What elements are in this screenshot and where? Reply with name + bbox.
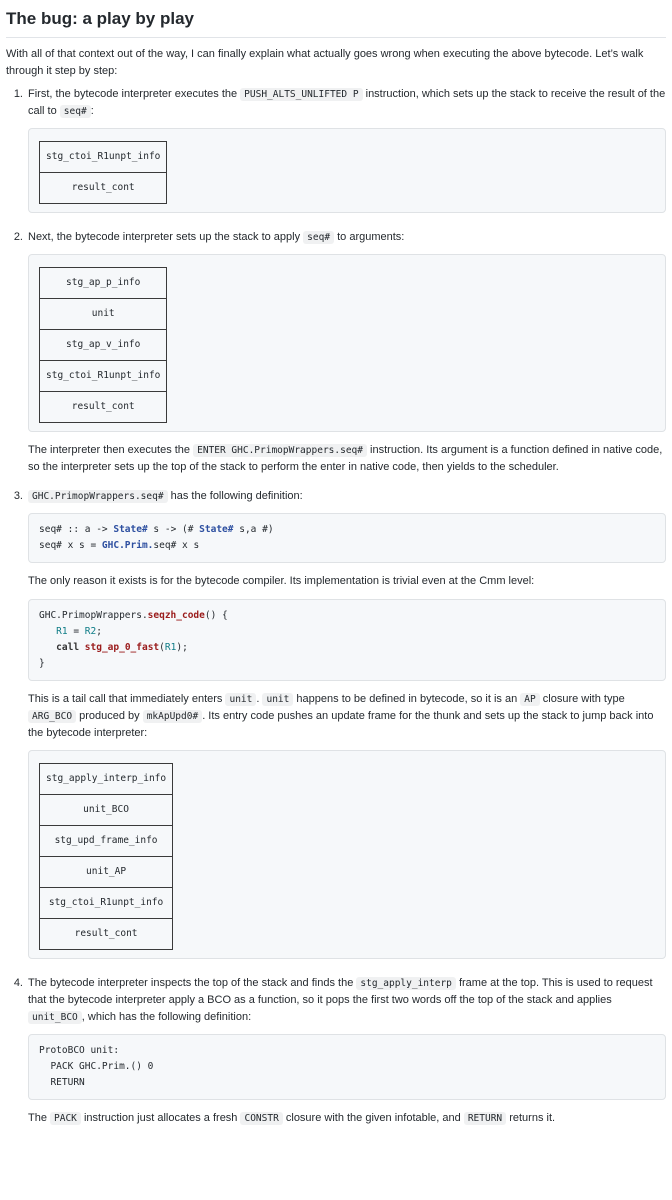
step-number: 4. <box>13 976 23 989</box>
list-item-step-1 <box>6 86 666 223</box>
stack-frame: result_cont <box>71 182 135 194</box>
list-item-step-3 <box>6 488 666 968</box>
stack-frame: stg_ctoi_R1unpt_info <box>40 361 166 392</box>
inline-code: GHC.PrimopWrappers.seq# <box>28 490 168 503</box>
stack-frame: result_cont <box>74 927 138 939</box>
stack-frame: stg_apply_interp_info <box>40 764 172 795</box>
step-4-text: The bytecode interpreter inspects the top of the stack and finds the stg_apply_interp frame at the top. This is used to request that the bytecode interpreter apply a BCO as a function, so it pops the first two words off the top of the stack and applies unit_BCO , which has the following definition: <box>28 976 653 1023</box>
inline-code: PUSH_ALTS_UNLIFTED P <box>240 88 362 101</box>
stack-frame: unit <box>40 299 166 330</box>
step-1-text: First, the bytecode interpreter executes the PUSH_ALTS_UNLIFTED P instruction, which sets up the stack to receive the result of the call to seq# : <box>28 88 666 118</box>
section-heading: The bug: a play by play <box>6 8 666 38</box>
stack <box>39 267 167 423</box>
stack-frame: stg_ap_v_info <box>40 330 166 361</box>
inline-code: PACK <box>50 1112 81 1125</box>
step-number: 1. <box>13 88 23 101</box>
step-number: 2. <box>13 231 23 244</box>
step-2-followup: The interpreter then executes the ENTER GHC.PrimopWrappers.seq# instruction. Its argument is a function defined in native code, so the interpreter sets up the top of the stack to perform the enter in native code, then yields to the scheduler. <box>28 444 663 474</box>
inline-code: seq# <box>303 231 334 244</box>
stack <box>39 763 173 950</box>
step-4-paragraph-2: The PACK instruction just allocates a fresh CONSTR closure with the given infotable, and RETURN returns it. <box>28 1111 556 1124</box>
intro-paragraph: With all of that context out of the way, I can finally explain what actually goes wrong when executing the above bytecode. Let’s walk through it step by step: <box>6 48 644 78</box>
list-item-step-4 <box>6 975 666 1133</box>
inline-code: ENTER GHC.PrimopWrappers.seq# <box>193 444 367 457</box>
inline-code: CONSTR <box>240 1112 282 1125</box>
inline-code: stg_apply_interp <box>356 977 456 990</box>
inline-code: mkApUpd0# <box>143 710 202 723</box>
stack-diagram-3 <box>28 750 666 959</box>
code-block-cmm: GHC.PrimopWrappers.seqzh_code() { R1 = R2; call stg_ap_0_fast(R1); } <box>28 599 666 681</box>
stack-frame: unit_AP <box>40 857 172 888</box>
inline-code: unit_BCO <box>28 1011 82 1024</box>
list-item-step-2 <box>6 229 666 482</box>
inline-code: ARG_BCO <box>28 710 76 723</box>
step-3-paragraph-3: This is a tail call that immediately enters unit . unit happens to be defined in bytecode, so it is an AP closure with type ARG_BCO produced by mkApUpd0# . Its entry code pushes an update frame for the thunk and sets up the stack to jump back into the bytecode interpreter: <box>28 692 654 739</box>
inline-code: unit <box>262 693 293 706</box>
step-2-text: Next, the bytecode interpreter sets up the stack to apply seq# to arguments: <box>28 231 405 244</box>
inline-code: RETURN <box>464 1112 506 1125</box>
inline-code: unit <box>225 693 256 706</box>
stack-frame: stg_ap_p_info <box>40 268 166 299</box>
stack-frame: stg_ctoi_R1unpt_info <box>40 888 172 919</box>
code-block-bco: ProtoBCO unit: PACK GHC.Prim.() 0 RETURN <box>28 1034 666 1100</box>
stack-frame: stg_ctoi_R1unpt_info <box>40 142 166 173</box>
stack-frame: unit_BCO <box>40 795 172 826</box>
stack-frame: stg_upd_frame_info <box>40 826 172 857</box>
step-number: 3. <box>13 490 23 503</box>
code-block-haskell: seq# :: a -> State# s -> (# State# s,a #) seq# x s = GHC.Prim.seq# x s <box>28 513 666 563</box>
step-3-text: GHC.PrimopWrappers.seq# has the following definition: <box>28 488 666 505</box>
inline-code: seq# <box>60 105 91 118</box>
step-3-paragraph-2: The only reason it exists is for the bytecode compiler. Its implementation is trivial even at the Cmm level: <box>28 575 535 588</box>
stack-frame: result_cont <box>71 401 135 413</box>
inline-code: AP <box>520 693 539 706</box>
stack-diagram-1 <box>28 128 666 213</box>
stack <box>39 141 167 204</box>
stack-diagram-2 <box>28 254 666 432</box>
